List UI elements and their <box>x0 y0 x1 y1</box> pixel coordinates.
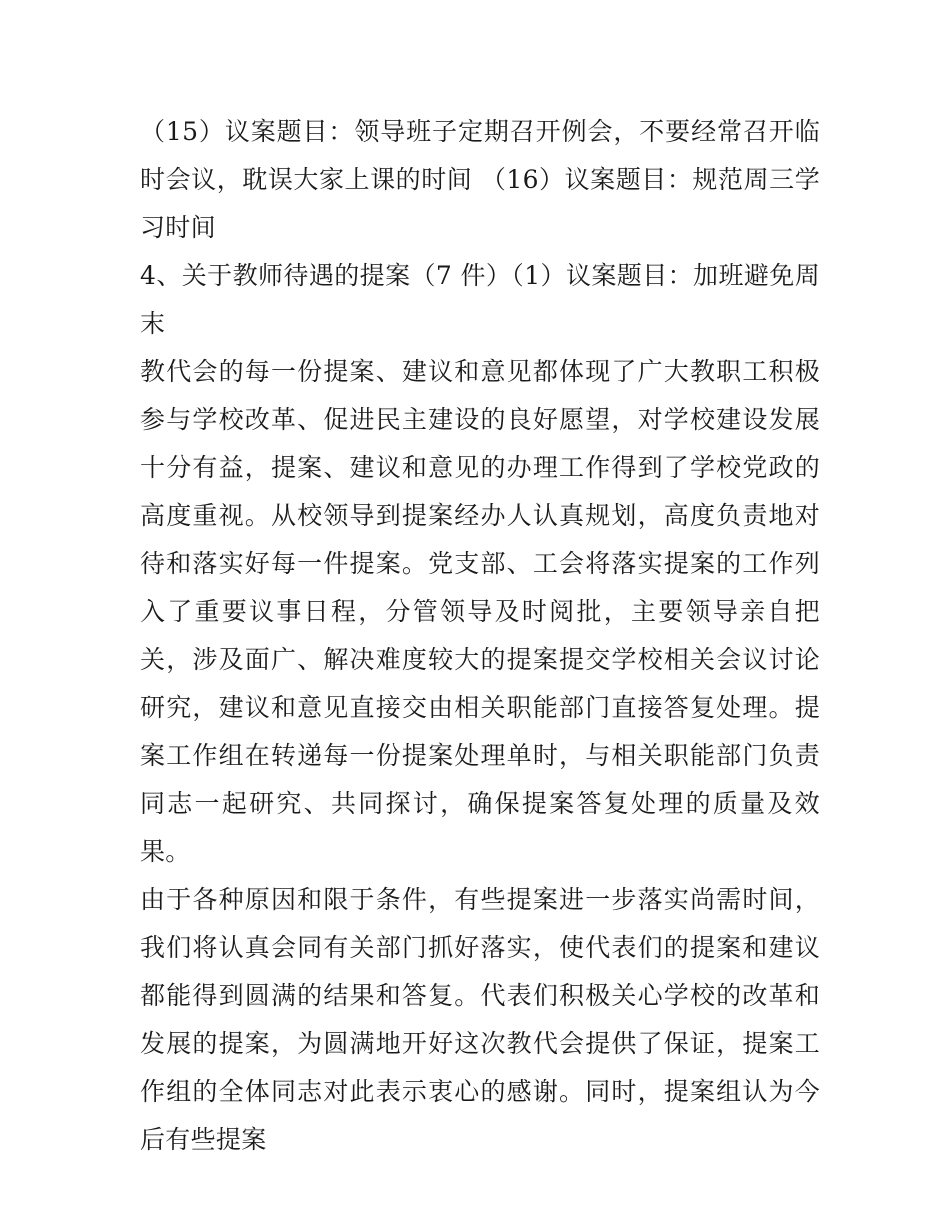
document-body <box>140 108 820 1164</box>
paragraph-motions-15-16: （15）议案题目：领导班子定期召开例会，不要经常召开临时会议，耽误大家上课的时间 （16）议案题目：规范周三学习时间 <box>140 117 820 242</box>
paragraph-follow-up: 由于各种原因和限于条件，有些提案进一步落实尚需时间，我们将认真会同有关部门抓好落实，使代表们的提案和建议都能得到圆满的结果和答复。代表们积极关心学校的改革和发展的提案，为圆满地开好这次教代会提供了保证，提案工作组的全体同志对此表示衷心的感谢。同时，提案组认为今后有些提案 <box>140 885 820 1154</box>
paragraph-teacher-benefits-heading: 4、关于教师待遇的提案（7 件）（1）议案题目：加班避免周末 <box>140 261 820 338</box>
paragraph-proposal-handling: 教代会的每一份提案、建议和意见都体现了广大教职工积极参与学校改革、促进民主建设的良好愿望，对学校建设发展十分有益，提案、建议和意见的办理工作得到了学校党政的高度重视。从校领导到提案经办人认真规划，高度负责地对待和落实好每一件提案。党支部、工会将落实提案的工作列入了重要议事日程，分管领导及时阅批，主要领导亲自把关，涉及面广、解决难度较大的提案提交学校相关会议讨论研究，建议和意见直接交由相关职能部门直接答复处理。提案工作组在转递每一份提案处理单时，与相关职能部门负责同志一起研究、共同探讨，确保提案答复处理的质量及效果。 <box>140 357 820 866</box>
